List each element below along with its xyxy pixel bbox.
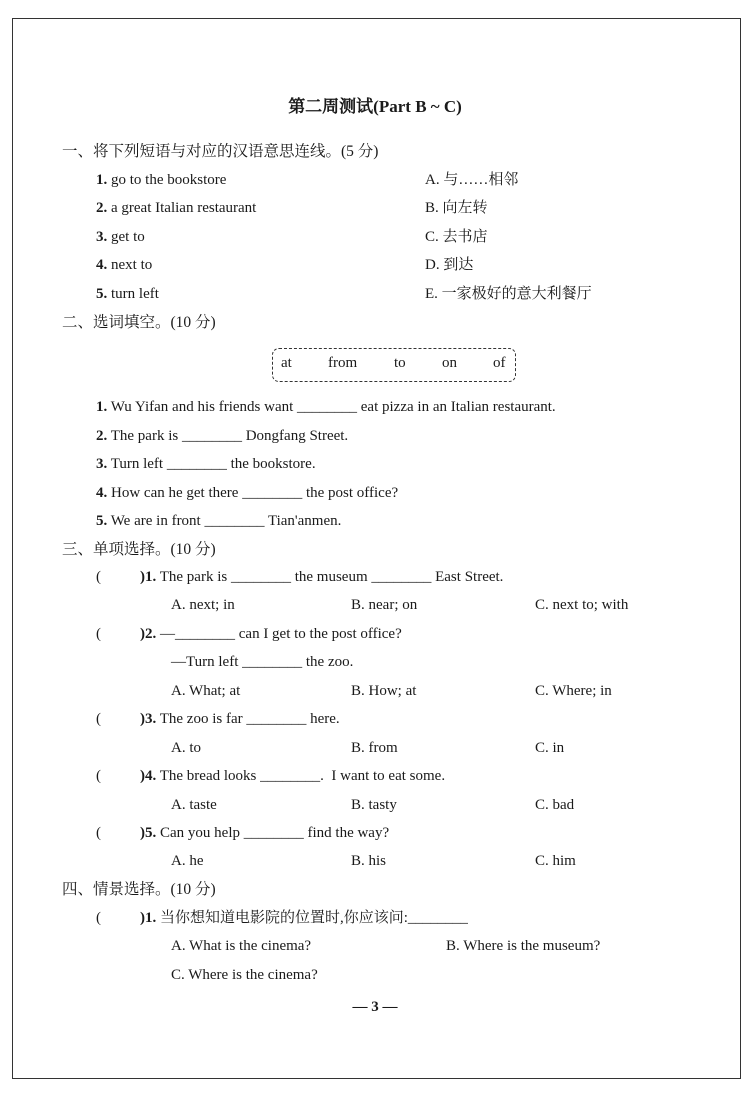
option: B. near; on <box>351 597 418 613</box>
word: from <box>328 355 358 371</box>
section-1-heading: 一、将下列短语与对应的汉语意思连线。(5 分) <box>62 143 379 160</box>
option: C. him <box>535 853 576 869</box>
option: A. What is the cinema? <box>171 938 312 954</box>
option: C. next to; with <box>535 597 629 613</box>
answer-paren: ( <box>96 569 101 585</box>
question: )4. The bread looks ________. I want to eat some. <box>140 768 446 784</box>
section-3-heading: 三、单项选择。(10 分) <box>62 541 216 558</box>
page-title: 第二周测试(Part B ~ C) <box>288 97 462 116</box>
match-option: B. 向左转 <box>425 200 488 216</box>
word: to <box>394 355 406 371</box>
section-4-heading: 四、情景选择。(10 分) <box>62 881 216 898</box>
option: C. Where; in <box>535 683 612 699</box>
match-option: A. 与……相邻 <box>425 172 519 188</box>
match-item: 5. turn left <box>96 286 159 302</box>
question: )1. The park is ________ the museum ________ East Street. <box>140 569 504 585</box>
question: )2. —________ can I get to the post office? <box>140 626 402 642</box>
section-2-heading: 二、选词填空。(10 分) <box>62 314 216 331</box>
answer-paren: ( <box>96 768 101 784</box>
match-item: 2. a great Italian restaurant <box>96 200 257 216</box>
question: )5. Can you help ________ find the way? <box>140 825 390 841</box>
option: C. in <box>535 740 565 756</box>
match-item: 4. next to <box>96 257 153 273</box>
option: A. he <box>171 853 204 869</box>
match-option: E. 一家极好的意大利餐厅 <box>425 286 592 302</box>
option: A. to <box>171 740 201 756</box>
word-bank <box>272 348 516 382</box>
option: B. tasty <box>351 797 397 813</box>
fill-item: 1. Wu Yifan and his friends want ________ eat pizza in an Italian restaurant. <box>96 399 556 415</box>
question-line-2: —Turn left ________ the zoo. <box>171 654 354 670</box>
match-item: 1. go to the bookstore <box>96 172 227 188</box>
option: C. bad <box>535 797 575 813</box>
match-option: D. 到达 <box>425 257 474 273</box>
option: A. taste <box>171 797 217 813</box>
fill-item: 2. The park is ________ Dongfang Street. <box>96 428 349 444</box>
fill-item: 3. Turn left ________ the bookstore. <box>96 456 316 472</box>
fill-item: 5. We are in front ________ Tian'anmen. <box>96 513 342 529</box>
option: A. next; in <box>171 597 235 613</box>
option: B. his <box>351 853 387 869</box>
answer-paren: ( <box>96 626 101 642</box>
option: A. What; at <box>171 683 241 699</box>
answer-paren: ( <box>96 711 101 727</box>
word: at <box>281 355 292 371</box>
option: B. Where is the museum? <box>446 938 601 954</box>
word: on <box>442 355 457 371</box>
question: )3. The zoo is far ________ here. <box>140 711 340 727</box>
word: of <box>493 355 506 371</box>
fill-item: 4. How can he get there ________ the post office? <box>96 485 399 501</box>
answer-paren: ( <box>96 825 101 841</box>
question: )1. 当你想知道电影院的位置时,你应该问:________ <box>140 910 468 926</box>
option: B. from <box>351 740 398 756</box>
option: C. Where is the cinema? <box>171 967 318 983</box>
option: B. How; at <box>351 683 417 699</box>
match-option: C. 去书店 <box>425 229 488 245</box>
answer-paren: ( <box>96 910 101 926</box>
page-number: — 3 — <box>352 999 398 1015</box>
match-item: 3. get to <box>96 229 145 245</box>
